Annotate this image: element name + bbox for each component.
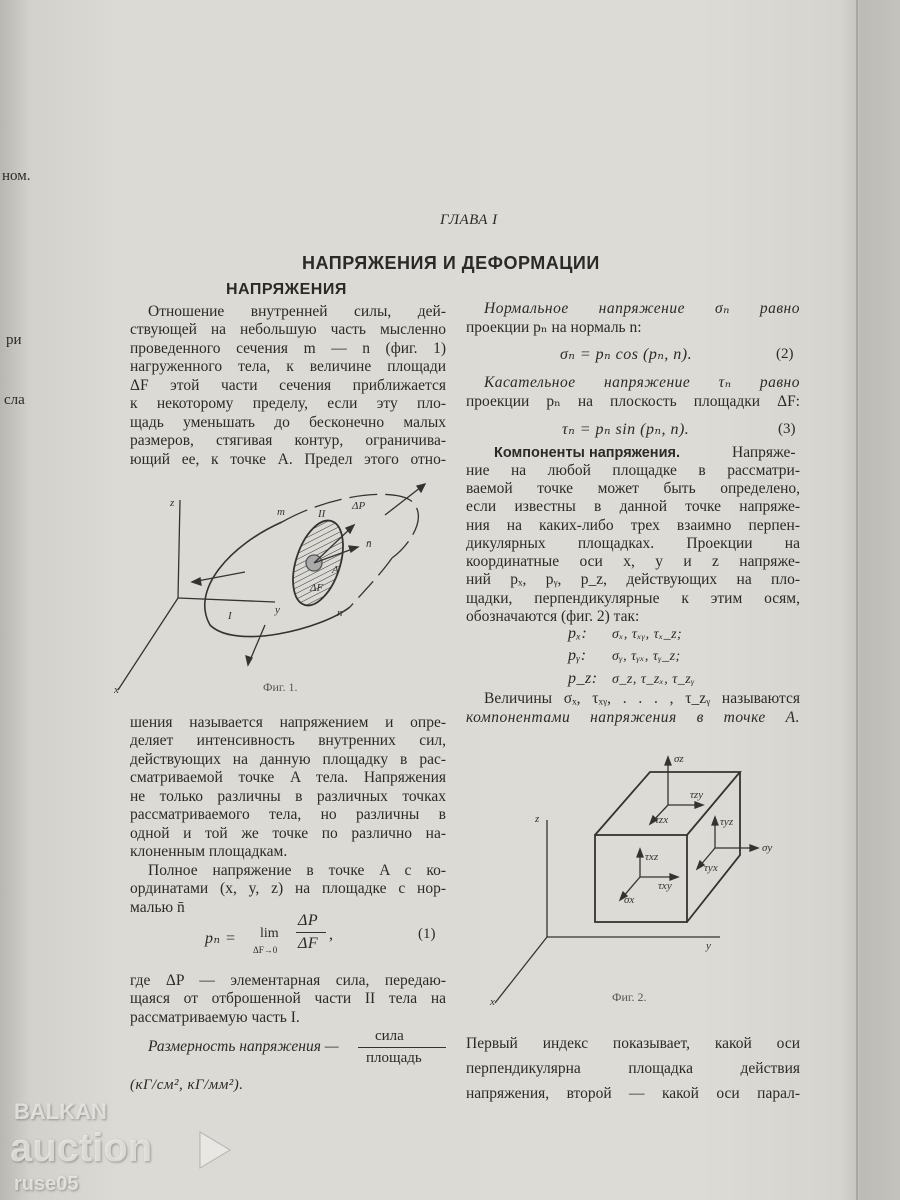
- fig2-label-sigma-x: σx: [624, 894, 635, 906]
- equation-3: τₙ = pₙ sin (pₙ, n).: [562, 421, 690, 438]
- projection-label: pᵧ:: [568, 647, 587, 664]
- fig1-label-y: y: [275, 604, 280, 616]
- text-line: координатные оси x, y и z напряже-: [466, 553, 800, 570]
- text-line: проекции pₙ на нормаль n:: [466, 319, 642, 336]
- text-line: где ΔP — элементарная сила, передаю-: [130, 972, 446, 989]
- fig1-label-I: I: [228, 610, 232, 622]
- text-line: щадь уменьшать до бесконечно малых: [130, 414, 446, 431]
- text-line: Отношение внутренней силы, дей-: [148, 303, 446, 320]
- watermark-line-2: auction: [10, 1126, 153, 1170]
- text-line: Нормальное напряжение σₙ равно: [484, 300, 800, 317]
- text-line: перпендикулярна площадка действия: [466, 1060, 800, 1077]
- text-line: дикулярных площадках. Проекции на: [466, 535, 800, 552]
- margin-fragment: ри: [6, 332, 22, 348]
- text-line: обозначаются (фиг. 2) так:: [466, 608, 640, 625]
- fig2-label-sigma-y: σy: [762, 842, 773, 854]
- text-line: щадки, перпендикулярные к этим осям,: [466, 590, 800, 607]
- projection-label: p_z:: [568, 670, 598, 687]
- figure-2-caption: Фиг. 2.: [612, 990, 647, 1004]
- fig2-label-x: x: [490, 996, 495, 1008]
- fig2-label-y: y: [706, 940, 711, 952]
- text-line: ния на каких-либо трех взаимно перпен-: [466, 517, 800, 534]
- text-line: Первый индекс показывает, какой оси: [466, 1035, 800, 1052]
- fig2-label-tau-zx: τzx: [655, 814, 669, 826]
- dimension-units: (кГ/см², кГ/мм²).: [130, 1077, 244, 1093]
- eq1-tail: ,: [329, 926, 333, 943]
- fig2-label-tau-zy: τzy: [690, 789, 704, 801]
- text-line: ний pₓ, pᵧ, p_z, действующих на пло-: [466, 571, 800, 588]
- text-line: к некоторому пределу, если эту пло-: [130, 395, 446, 412]
- fig2-label-tau-xz: τxz: [645, 851, 659, 863]
- text-line: сматриваемой точке A тела. Напряжения: [130, 769, 446, 786]
- fig2-label-tau-yx: τyx: [704, 862, 718, 874]
- text-line: действующих на данную площадку в рас-: [130, 751, 446, 768]
- text-line: компонентами напряжения в точке A.: [466, 709, 800, 726]
- eq2-number: (2): [776, 346, 794, 362]
- text-line: ваемой точке может быть определено,: [466, 480, 800, 497]
- fig1-label-m: m: [277, 506, 285, 518]
- text-line: деляет интенсивность внутренних сил,: [130, 732, 446, 749]
- projection-label: pₓ:: [568, 625, 588, 642]
- projection-components: σᵧ, τᵧₓ, τᵧ_z;: [612, 649, 681, 664]
- fig1-label-z: z: [170, 497, 175, 509]
- text-line: ние на любой площадке в рассматри-: [466, 462, 800, 479]
- text-line: размеров, стягивая контур, ограничива-: [130, 432, 446, 449]
- eq1-denominator: ΔF: [298, 935, 319, 952]
- fig1-label-normal: n̄: [366, 538, 372, 550]
- dimension-text: Размерность напряжения —: [148, 1038, 339, 1055]
- text-line: Полное напряжение в точке A с ко-: [148, 862, 446, 879]
- text-line: одной и той же точке по различно на-: [130, 825, 446, 842]
- text-line: если известны в данной точке напряже-: [466, 498, 800, 515]
- text-line: рассматриваемого тела, но различны в: [130, 806, 446, 823]
- text-line: напряжения, второй — какой оси парал-: [466, 1085, 800, 1102]
- fig1-label-dF: ΔF: [310, 582, 324, 594]
- eq1-number: (1): [418, 926, 436, 942]
- fig2-label-sigma-z: σz: [674, 753, 684, 765]
- margin-fragment: ном.: [2, 168, 31, 184]
- text-line: клоненным площадкам.: [130, 843, 288, 860]
- fig1-label-n: n: [337, 607, 343, 619]
- eq1-lim-sub: ΔF→0: [253, 945, 278, 955]
- eq3-number: (3): [778, 421, 796, 437]
- text-line: ординатами (x, y, z) на площадке с нор-: [130, 880, 446, 897]
- fig2-label-z: z: [535, 813, 540, 825]
- watermark-line-1: BALKAN: [14, 1099, 107, 1124]
- figure-1-caption: Фиг. 1.: [263, 680, 298, 694]
- fig2-label-tau-xy: τxy: [658, 880, 672, 892]
- text-line: Напряже-: [732, 444, 796, 461]
- text-line: шения называется напряжением и опре-: [130, 714, 446, 731]
- chapter-label: ГЛАВА I: [440, 212, 498, 228]
- text-line: Величины σₓ, τₓᵧ, . . . , τ_zᵧ называются: [484, 690, 800, 707]
- projection-components: σ_z, τ_zₓ, τ_zᵧ: [612, 672, 695, 687]
- fig1-label-II: II: [318, 508, 326, 520]
- fig1-label-A: A: [332, 564, 339, 576]
- text-line: малью n̄: [130, 899, 185, 916]
- fig1-label-dP: ΔP: [352, 500, 366, 512]
- text-line: рассматриваемую часть I.: [130, 1009, 300, 1026]
- text-line: проведенного сечения m — n (фиг. 1): [130, 340, 446, 357]
- text-line: нагруженного тела, к величине площади: [130, 358, 446, 375]
- text-line: Касательное напряжение τₙ равно: [484, 374, 800, 391]
- equation-2: σₙ = pₙ cos (pₙ, n).: [560, 346, 693, 363]
- eq1-numerator: ΔP: [298, 912, 319, 929]
- dimension-numerator: сила: [375, 1028, 404, 1044]
- text-line: щаяся от отброшенной части II тела на: [130, 990, 446, 1007]
- eq1-lhs: pₙ =: [205, 930, 237, 947]
- text-line: ствующей на небольшую часть мысленно: [130, 321, 446, 338]
- projection-components: σₓ, τₓᵧ, τₓ_z;: [612, 627, 683, 642]
- components-heading: Компоненты напряжения.: [494, 445, 680, 461]
- eq1-lim: lim: [260, 926, 279, 941]
- watermark-line-3: ruse05: [14, 1173, 79, 1195]
- text-line: ΔF этой части сечения приближается: [130, 377, 446, 394]
- text-line: проекции pₙ на плоскость площадки ΔF:: [466, 393, 800, 410]
- dimension-denominator: площадь: [366, 1050, 422, 1066]
- fig1-label-x: x: [114, 684, 119, 696]
- chapter-title: НАПРЯЖЕНИЯ И ДЕФОРМАЦИИ: [302, 253, 600, 273]
- text-line: ющий ее, к точке A. Предел этого отно-: [130, 451, 446, 468]
- fig2-label-tau-yz: τyz: [720, 816, 734, 828]
- text-line: не только различны в различных точках: [130, 788, 446, 805]
- section-title: НАПРЯЖЕНИЯ: [226, 281, 347, 298]
- margin-fragment: сла: [4, 392, 25, 408]
